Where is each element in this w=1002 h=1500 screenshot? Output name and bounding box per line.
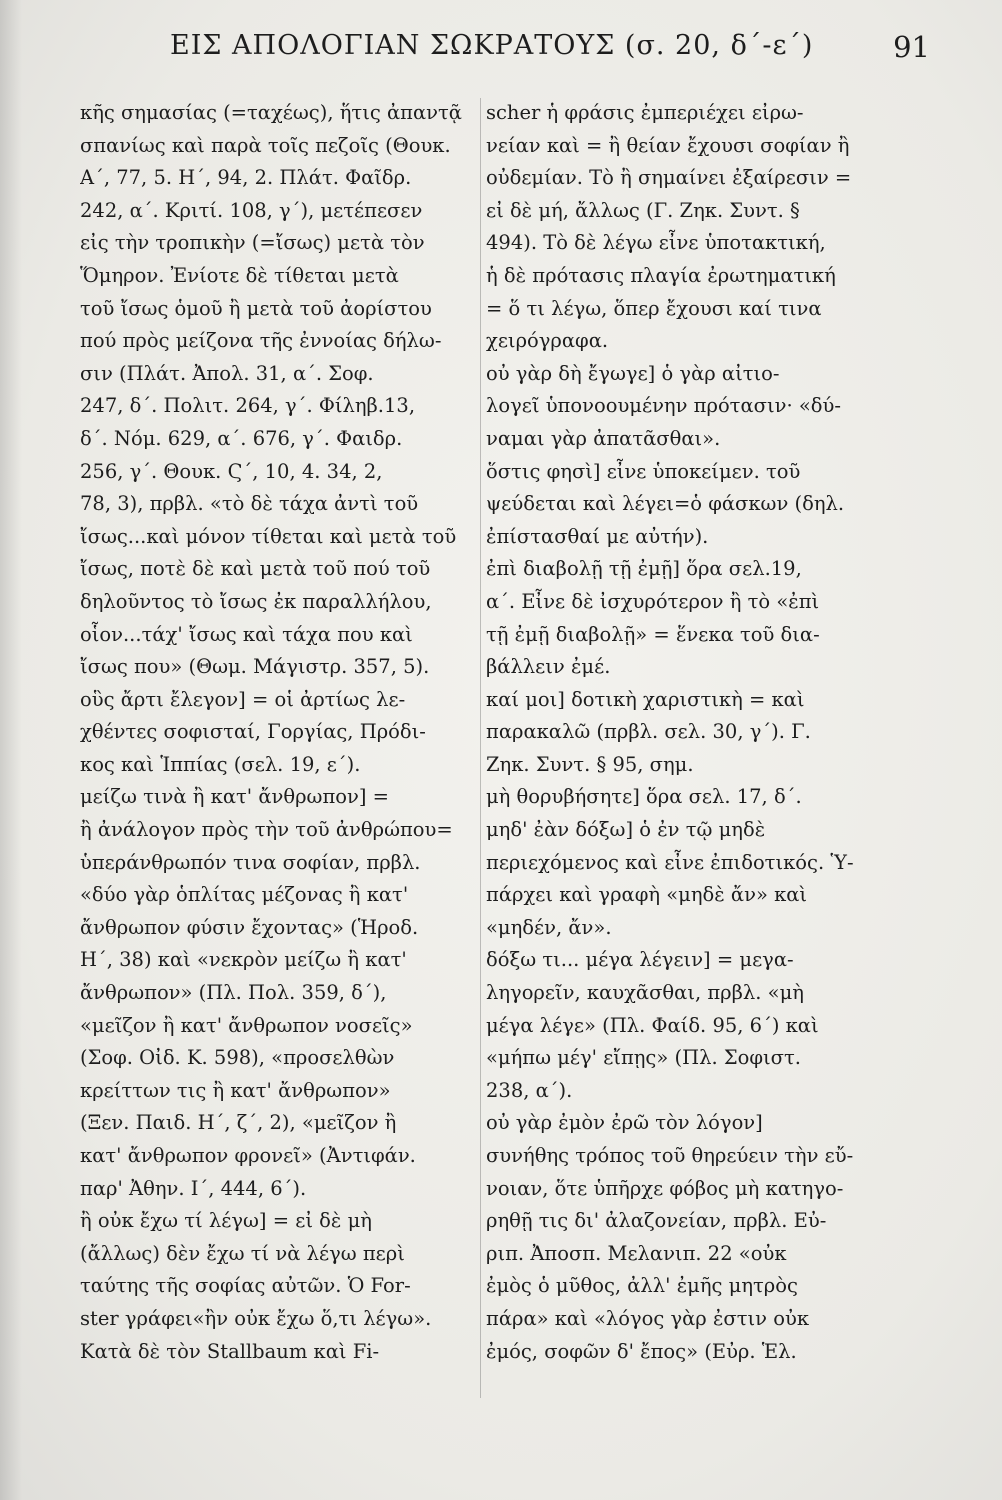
text-line: νείαν καὶ = ἢ θείαν ἔχουσι σοφίαν ἢ (486, 133, 850, 157)
text-line: Ὅμηρον. Ἐνίοτε δὲ τίθεται μετὰ (80, 263, 399, 287)
text-line: «μηδέν, ἄν». (486, 915, 612, 939)
running-header: ΕΙΣ ΑΠΟΛΟΓΙΑΝ ΣΩΚΡΑΤΟΥΣ (σ. 20, δ΄-ε΄) (170, 30, 814, 61)
text-line: κατ' ἄνθρωπον φρονεῖ» (Ἀντιφάν. (80, 1144, 416, 1167)
text-line: ἐπὶ διαβολῇ τῇ ἐμῇ] ὅρα σελ.19, (486, 557, 802, 581)
text-line: α΄. Εἶνε δὲ ἰσχυρότερον ἢ τὸ «ἐπὶ (486, 589, 820, 613)
text-line: ἴσως, ποτὲ δὲ καὶ μετὰ τοῦ πού τοῦ (80, 557, 431, 581)
text-line: ἄνθρωπον» (Πλ. Πολ. 359, δ΄), (80, 981, 387, 1005)
text-line: 238, α΄). (486, 1078, 573, 1102)
text-line: = ὅ τι λέγω, ὅπερ ἔχουσι καί τινα (486, 296, 822, 320)
text-line: κῆς σημασίας (=ταχέως), ἥτις ἀπαντᾷ (80, 101, 462, 124)
text-line: ρηθῇ τις δι' ἀλαζονείαν, πρβλ. Εὐ- (486, 1209, 827, 1233)
text-line: δηλοῦντος τὸ ἴσως ἐκ παραλλήλου, (80, 589, 432, 613)
text-line: κρείττων τις ἢ κατ' ἄνθρωπον» (80, 1078, 391, 1102)
text-line: Α΄, 77, 5. Η΄, 94, 2. Πλάτ. Φαῖδρ. (80, 166, 412, 190)
text-line: (Σοφ. Οἰδ. Κ. 598), «προσελθὼν (80, 1046, 395, 1070)
text-line: κος καὶ Ἱππίας (σελ. 19, ε΄). (80, 752, 361, 776)
text-line: «δύο γὰρ ὁπλίτας μέζονας ἢ κατ' (80, 883, 409, 907)
text-line: οὓς ἄρτι ἔλεγον] = οἱ ἀρτίως λε- (80, 687, 406, 711)
right-column (486, 97, 878, 1368)
text-line: μηδ' ἐὰν δόξω] ὁ ἐν τῷ μηδὲ (486, 818, 766, 842)
text-line: περιεχόμενος καὶ εἶνε ἐπιδοτικός. Ὑ- (486, 850, 854, 874)
text-line: χθέντες σοφισταί, Γοργίας, Πρόδι- (80, 720, 426, 744)
left-column (80, 97, 472, 1368)
text-line: λογεῖ ὑπονοουμένην πρότασιν· «δύ- (486, 394, 841, 418)
text-line: ἡ δὲ πρότασις πλαγία ἐρωτηματική (486, 263, 836, 287)
page-number: 91 (893, 30, 930, 64)
text-line: καί μοι] δοτικὴ χαριστικὴ = καὶ (486, 687, 805, 711)
text-line: παρακαλῶ (πρβλ. σελ. 30, γ΄). Γ. (486, 720, 811, 744)
text-line: δόξω τι... μέγα λέγειν] = μεγα- (486, 948, 794, 972)
text-line: 494). Τὸ δὲ λέγω εἶνε ὑποτακτική, (486, 231, 826, 255)
text-line: οἷον...τάχ' ἴσως καὶ τάχα που καὶ (80, 622, 413, 646)
text-line: 78, 3), πρβλ. «τὸ δὲ τάχα ἀντὶ τοῦ (80, 492, 419, 516)
text-line: Κατὰ δὲ τὸν Stallbaum καὶ Fi- (80, 1339, 380, 1363)
text-line: παρ' Ἀθην. Ι΄, 444, 6΄). (80, 1176, 307, 1200)
text-line: scher ἡ φράσις ἐμπεριέχει εἰρω- (486, 101, 804, 124)
binding-shadow (0, 0, 22, 1500)
text-line: ψεύδεται καὶ λέγει=ὁ φάσκων (δηλ. (486, 492, 845, 516)
text-line: νοιαν, ὅτε ὑπῆρχε φόβος μὴ κατηγο- (486, 1176, 844, 1200)
text-line: Η΄, 38) καὶ «νεκρὸν μείζω ἢ κατ' (80, 948, 407, 972)
text-line: ἴσως...καὶ μόνον τίθεται καὶ μετὰ τοῦ (80, 524, 457, 548)
text-line: ὅστις φησὶ] εἶνε ὑποκείμεν. τοῦ (486, 459, 801, 483)
text-line: ριπ. Ἀποσπ. Μελανιπ. 22 «οὐκ (486, 1241, 787, 1265)
text-line: χειρόγραφα. (486, 329, 609, 353)
text-line: τοῦ ἴσως ὁμοῦ ἢ μετὰ τοῦ ἀορίστου (80, 296, 432, 320)
text-line: ὑπεράνθρωπόν τινα σοφίαν, πρβλ. (80, 850, 421, 874)
text-line: δ΄. Νόμ. 629, α΄. 676, γ΄. Φαιδρ. (80, 426, 403, 450)
text-line: συνήθης τρόπος τοῦ θηρεύειν τὴν εὔ- (486, 1144, 854, 1167)
column-divider (480, 98, 481, 1398)
text-line: σιν (Πλάτ. Ἀπολ. 31, α΄. Σοφ. (80, 361, 374, 385)
text-line: 247, δ΄. Πολιτ. 264, γ΄. Φίληβ.13, (80, 394, 416, 418)
text-line: ἐπίστασθαί με αὐτήν). (486, 524, 709, 548)
text-line: σπανίως καὶ παρὰ τοῖς πεζοῖς (Θουκ. (80, 133, 451, 157)
text-line: ἄνθρωπον φύσιν ἔχοντας» (Ἡροδ. (80, 915, 419, 939)
text-line: εἰς τὴν τροπικὴν (=ἴσως) μετὰ τὸν (80, 231, 425, 255)
text-line: ἢ ἀνάλογον πρὸς τὴν τοῦ ἀνθρώπου= (80, 818, 453, 842)
text-line: πάρχει καὶ γραφὴ «μηδὲ ἄν» καὶ (486, 883, 808, 907)
text-line: Ζηκ. Συντ. § 95, σημ. (486, 752, 694, 776)
text-line: μείζω τινὰ ἢ κατ' ἄνθρωπον] = (80, 785, 390, 809)
text-line: εἰ δὲ μή, ἄλλως (Γ. Ζηκ. Συντ. § (486, 198, 800, 222)
text-line: ἴσως που» (Θωμ. Μάγιστρ. 357, 5). (80, 655, 430, 679)
text-line: 256, γ΄. Θουκ. Ϛ΄, 10, 4. 34, 2, (80, 459, 383, 483)
text-line: «μεῖζον ἢ κατ' ἄνθρωπον νοσεῖς» (80, 1013, 413, 1037)
text-line: πού πρὸς μείζονα τῆς ἐννοίας δήλω- (80, 329, 442, 353)
text-line: τῇ ἐμῇ διαβολῇ» = ἕνεκα τοῦ δια- (486, 622, 820, 646)
text-line: ἢ οὐκ ἔχω τί λέγω] = εἰ δὲ μὴ (80, 1209, 372, 1233)
text-line: ἐμός, σοφῶν δ' ἔπος» (Εὐρ. Ἑλ. (486, 1339, 797, 1363)
text-line: ναμαι γὰρ ἀπατᾶσθαι». (486, 426, 721, 450)
text-line: ταύτης τῆς σοφίας αὐτῶν. Ὁ For- (80, 1274, 411, 1298)
text-line: βάλλειν ἐμέ. (486, 655, 611, 679)
text-line: 242, α΄. Κριτί. 108, γ΄), μετέπεσεν (80, 198, 423, 222)
text-line: «μήπω μέγ' εἴπῃς» (Πλ. Σοφιστ. (486, 1046, 801, 1070)
text-line: ἐμὸς ὁ μῦθος, ἀλλ' ἐμῆς μητρὸς (486, 1274, 798, 1298)
text-line: πάρα» καὶ «λόγος γὰρ ἐστιν οὐκ (486, 1306, 810, 1330)
text-line: (ἄλλως) δὲν ἔχω τί νὰ λέγω περὶ (80, 1241, 405, 1265)
text-line: (Ξεν. Παιδ. Η΄, ζ΄, 2), «μεῖζον ἢ (80, 1111, 397, 1135)
text-line: οὐ γὰρ ἐμὸν ἐρῶ τὸν λόγον] (486, 1111, 763, 1135)
text-line: οὐ γὰρ δὴ ἔγωγε] ὁ γὰρ αἰτιο- (486, 361, 780, 385)
text-line: ληγορεῖν, καυχᾶσθαι, πρβλ. «μὴ (486, 981, 804, 1005)
text-line: ster γράφει«ἢν οὐκ ἔχω ὅ,τι λέγω». (80, 1306, 432, 1330)
text-line: μέγα λέγε» (Πλ. Φαίδ. 95, 6΄) καὶ (486, 1013, 819, 1037)
text-line: οὐδεμίαν. Τὸ ἢ σημαίνει ἐξαίρεσιν = (486, 166, 852, 190)
text-line: μὴ θορυβήσητε] ὅρα σελ. 17, δ΄. (486, 785, 802, 809)
